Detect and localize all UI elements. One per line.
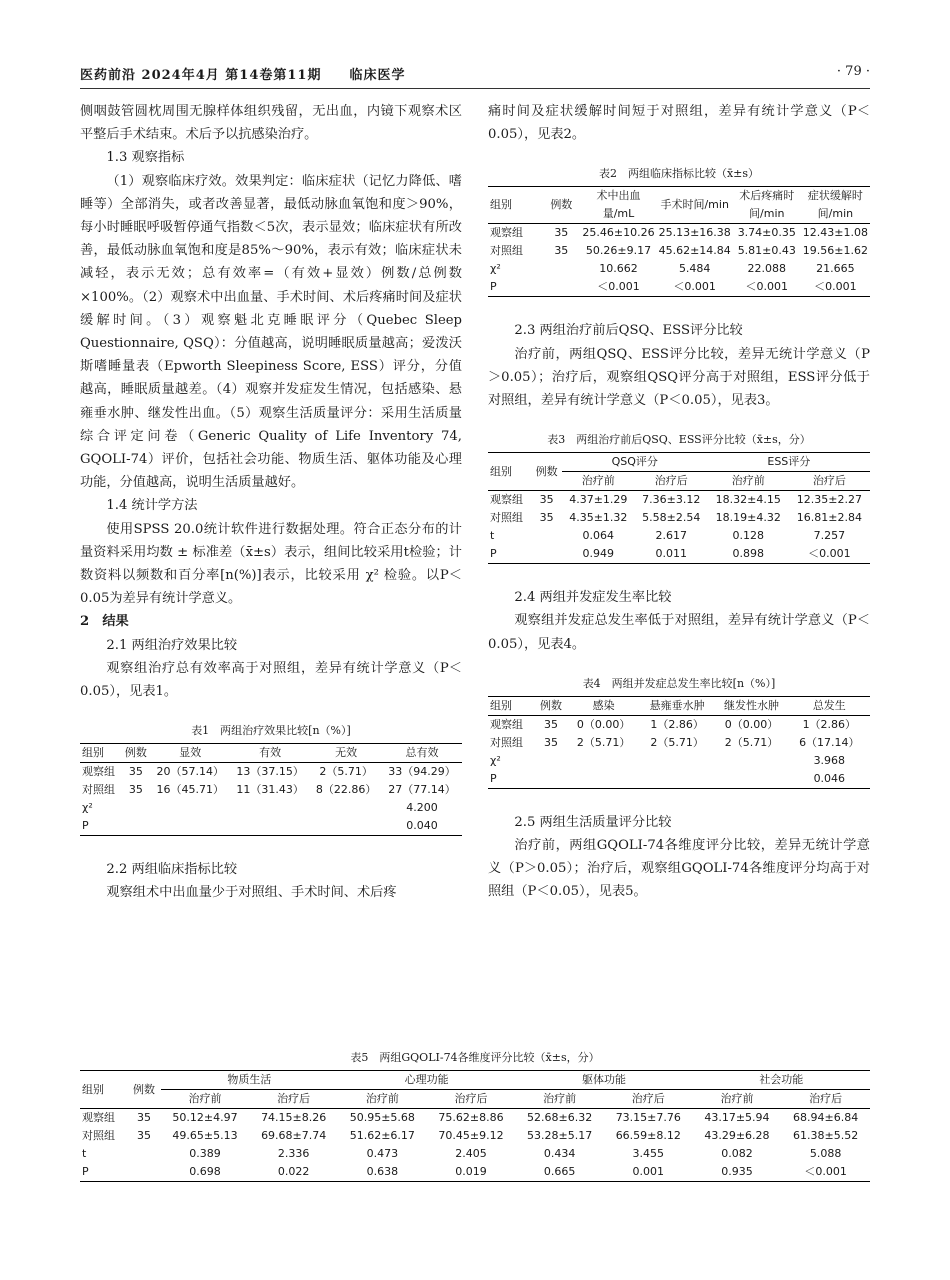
- table-cell: 70.45±9.12: [438, 1129, 504, 1142]
- table-cell: 2（5.71）: [319, 765, 373, 779]
- paragraph: 治疗前，两组GQOLI-74各维度评分比较，差异无统计学意义（P＞0.05）；治疗后，观察组GQOLI-74各维度评分均高于对照组（P＜0.05），见表5。: [488, 838, 870, 900]
- table-cell: 0（0.00）: [724, 717, 779, 731]
- table-5: [80, 1070, 870, 1182]
- table-5-title: 表5 两组GQOLI-74各维度评分比较（x̄±s，分）: [350, 1051, 600, 1064]
- table-cell: [150, 817, 230, 836]
- table-cell: 7.36±3.12: [642, 493, 701, 507]
- table-cell: 16（45.71）: [156, 783, 225, 797]
- table-cell: 0.019: [427, 1163, 516, 1182]
- table-cell: 0.064: [582, 529, 615, 543]
- table-header: 治疗后: [427, 1090, 516, 1109]
- table-row: [488, 527, 870, 545]
- section-heading: 2.5 两组生活质量评分比较: [514, 814, 672, 830]
- table-cell: 8（22.86）: [315, 783, 377, 797]
- table-header: 例数: [531, 453, 561, 491]
- left-column: [80, 100, 462, 905]
- table-cell: 35: [128, 765, 143, 779]
- table-4: [488, 696, 870, 789]
- table-cell: ＜0.001: [580, 278, 656, 297]
- table-cell: 21.665: [816, 262, 855, 276]
- table-1: [80, 743, 462, 836]
- table-cell: 1（2.86）: [650, 717, 704, 731]
- table-2-title: 表2 两组临床指标比较（x̄±s）: [598, 167, 760, 181]
- table-header: 组别: [488, 696, 535, 715]
- table-cell: 观察组: [490, 717, 523, 731]
- table-header: 物质生活: [161, 1071, 338, 1090]
- section-heading: 1.3 观察指标: [106, 150, 185, 166]
- table-cell: 0.638: [338, 1163, 427, 1182]
- table-cell: 20（57.14）: [156, 765, 225, 779]
- table-cell: 2.336: [277, 1147, 310, 1160]
- table-header: 组别: [488, 453, 531, 491]
- table-cell: [567, 770, 639, 789]
- table-header: 治疗后: [789, 472, 870, 491]
- table-row: [80, 781, 462, 799]
- table-cell: [542, 260, 580, 278]
- table-cell: [531, 527, 561, 545]
- table-cell: χ²: [490, 753, 501, 767]
- paragraph: 观察组并发症总发生率低于对照组，差异有统计学意义（P＜0.05），见表4。: [488, 613, 870, 652]
- table-cell: 13（37.15）: [236, 765, 304, 779]
- table-cell: 35: [137, 1111, 152, 1124]
- table-cell: 66.59±8.12: [615, 1129, 681, 1142]
- table-cell: 19.56±1.62: [802, 244, 868, 258]
- table-cell: 0.011: [635, 545, 708, 564]
- paragraph: 痛时间及症状缓解时间短于对照组，差异有统计学意义（P＜0.05），见表2。: [488, 104, 870, 143]
- table-header: 有效: [230, 744, 310, 763]
- table-cell: 22.088: [747, 262, 787, 276]
- table-cell: ＜0.001: [733, 278, 801, 297]
- table-header: 手术时间/min: [657, 187, 733, 224]
- table-header: 治疗后: [604, 1090, 693, 1109]
- table-cell: 12.43±1.08: [802, 226, 868, 240]
- table-cell: 6（17.14）: [799, 735, 860, 749]
- table-cell: 35: [554, 226, 569, 240]
- table-cell: 25.13±16.38: [658, 226, 731, 240]
- table-cell: 0.022: [249, 1163, 338, 1182]
- table-header: 躯体功能: [515, 1071, 692, 1090]
- table-cell: 35: [539, 493, 554, 507]
- section-heading: 2 结果: [80, 614, 129, 630]
- table-cell: 52.68±6.32: [527, 1111, 593, 1124]
- paragraph: 治疗前，两组QSQ、ESS评分比较，差异无统计学意义（P＞0.05）；治疗后，观察组QSQ评分高于对照组，ESS评分低于对照组，差异有统计学意义（P＜0.05），见表3。: [488, 346, 870, 409]
- table-header: 治疗前: [161, 1090, 250, 1109]
- table-cell: t: [490, 529, 495, 543]
- table-header: 悬雍垂水肿: [640, 696, 714, 715]
- table-cell: 4.35±1.32: [569, 511, 628, 525]
- section-heading: 2.2 两组临床指标比较: [106, 862, 238, 878]
- table-cell: P: [488, 545, 531, 564]
- table-row: [488, 260, 870, 278]
- table-header: 治疗前: [693, 1090, 782, 1109]
- table-header: 例数: [542, 187, 580, 224]
- table-row: [488, 491, 870, 510]
- table-header: 例数: [535, 696, 568, 715]
- section-heading: 2.3 两组治疗前后QSQ、ESS评分比较: [514, 323, 743, 339]
- table-cell: 0.082: [721, 1147, 753, 1160]
- table-cell: 0.046: [789, 770, 870, 789]
- table-cell: 对照组: [490, 244, 523, 258]
- table-cell: 7.257: [813, 529, 846, 543]
- table-cell: 2（5.71）: [724, 735, 779, 749]
- table-cell: 观察组: [82, 1111, 115, 1124]
- table-cell: [150, 799, 230, 817]
- table-cell: 2.617: [655, 529, 687, 543]
- paragraph: 观察组术中出血量少于对照组、手术时间、术后疼: [106, 885, 397, 901]
- table-cell: 3.455: [632, 1147, 665, 1160]
- table-cell: 观察组: [490, 493, 523, 507]
- table-cell: 观察组: [82, 765, 115, 779]
- table-cell: 50.95±5.68: [349, 1111, 415, 1124]
- table-header: 无效: [310, 744, 382, 763]
- table-cell: P: [488, 278, 542, 297]
- table-cell: 3.968: [813, 753, 846, 767]
- table-cell: 35: [137, 1129, 152, 1142]
- table-cell: 69.68±7.74: [261, 1129, 327, 1142]
- table-cell: 27（77.14）: [388, 783, 456, 797]
- table-header: 术中出血量/mL: [580, 187, 656, 224]
- table-cell: 0.935: [693, 1163, 782, 1182]
- table-cell: P: [80, 1163, 127, 1182]
- table-header: 继发性水肿: [714, 696, 788, 715]
- table-cell: χ²: [82, 801, 93, 815]
- table-cell: [310, 817, 382, 836]
- table-cell: 25.46±10.26: [582, 226, 655, 240]
- section-heading: 1.4 统计学方法: [106, 498, 198, 514]
- table-row: [488, 509, 870, 527]
- table-cell: 5.81±0.43: [737, 244, 796, 258]
- table-row: [80, 817, 462, 836]
- table-cell: 0.434: [543, 1147, 576, 1160]
- table-header: 例数: [121, 744, 150, 763]
- table-cell: 35: [544, 735, 559, 749]
- table-cell: 18.19±4.32: [715, 511, 781, 525]
- table-row: [80, 1109, 870, 1128]
- section-heading: 2.4 两组并发症发生率比较: [514, 590, 672, 606]
- table-cell: 0.698: [161, 1163, 250, 1182]
- right-column: [488, 100, 870, 904]
- table-row: [488, 278, 870, 297]
- table-header: 组别: [488, 187, 542, 224]
- table-cell: 61.38±5.52: [793, 1129, 859, 1142]
- table-cell: [127, 1145, 160, 1163]
- table-cell: 18.32±4.15: [715, 493, 781, 507]
- table-row: [488, 715, 870, 734]
- table-header: 治疗前: [515, 1090, 604, 1109]
- table-header: 治疗后: [781, 1090, 870, 1109]
- table-header: 感染: [567, 696, 639, 715]
- table-row: [80, 763, 462, 782]
- table-cell: 1（2.86）: [802, 717, 857, 731]
- table-cell: [640, 752, 714, 770]
- table-cell: [121, 817, 150, 836]
- table-cell: P: [488, 770, 535, 789]
- table-header: 治疗后: [249, 1090, 338, 1109]
- table-cell: 0.665: [515, 1163, 604, 1182]
- table-row: [488, 770, 870, 789]
- table-cell: 68.94±6.84: [793, 1111, 859, 1124]
- table-row: [80, 1127, 870, 1145]
- table-cell: P: [80, 817, 121, 836]
- table-cell: 35: [128, 783, 143, 797]
- table-cell: 5.484: [678, 262, 711, 276]
- table-1-title: 表1 两组治疗效果比较[n（%）]: [191, 724, 351, 738]
- table-cell: [127, 1163, 160, 1182]
- table-header: 例数: [127, 1071, 160, 1109]
- table-cell: [640, 770, 714, 789]
- table-cell: 对照组: [490, 735, 523, 749]
- table-row: [488, 752, 870, 770]
- table-header: QSQ评分: [562, 453, 708, 472]
- table-row: [488, 224, 870, 243]
- table-cell: 2.405: [455, 1147, 487, 1160]
- table-cell: 35: [544, 717, 559, 731]
- table-cell: 10.662: [599, 262, 638, 276]
- table-row: [80, 1145, 870, 1163]
- table-cell: 50.26±9.17: [585, 244, 652, 258]
- table-cell: [535, 752, 568, 770]
- table-cell: [531, 545, 561, 564]
- table-cell: 0.473: [366, 1147, 399, 1160]
- table-row: [488, 734, 870, 752]
- table-cell: 35: [539, 511, 554, 525]
- table-4-title: 表4 两组并发症总发生率比较[n（%）]: [582, 676, 776, 690]
- table-cell: 0.040: [382, 817, 462, 836]
- table-row: [80, 799, 462, 817]
- table-cell: 0.949: [562, 545, 635, 564]
- table-cell: 51.62±6.17: [349, 1129, 415, 1142]
- table-row: [488, 545, 870, 564]
- journal-info: 医药前沿 2024年4月 第14卷第11期 临床医学: [80, 68, 406, 83]
- table-header: 治疗前: [562, 472, 635, 491]
- table-cell: ＜0.001: [801, 278, 870, 297]
- table-cell: 53.28±5.17: [527, 1129, 593, 1142]
- table-cell: χ²: [490, 262, 501, 276]
- table-header: 组别: [80, 744, 121, 763]
- table-header: 治疗前: [708, 472, 789, 491]
- paragraph: 侧咽鼓管圆枕周围无腺样体组织残留，无出血，内镜下观察术区平整后手术结束。术后予以抗感染治疗。: [80, 104, 462, 143]
- paragraph: 使用SPSS 20.0统计软件进行数据处理。符合正态分布的计量资料采用均数 ± 标准差（x̄±s）表示，组间比较采用t检验；计数资料以频数和百分率[n(%)]表示，比较采用 χ² 检验。以P＜ 0.05为差异有统计学意义。: [80, 521, 462, 607]
- header-rule: [80, 88, 870, 89]
- table-header: 症状缓解时间/min: [801, 187, 870, 224]
- table-cell: 0.128: [732, 529, 764, 543]
- table-cell: 50.12±4.97: [172, 1111, 238, 1124]
- table-cell: 49.65±5.13: [172, 1129, 238, 1142]
- table-header: 心理功能: [338, 1071, 515, 1090]
- table-cell: 43.29±6.28: [704, 1129, 770, 1142]
- table-header: 组别: [80, 1071, 127, 1109]
- table-row: [488, 242, 870, 260]
- table-cell: t: [82, 1147, 87, 1160]
- table-cell: 观察组: [490, 226, 523, 240]
- table-cell: [542, 278, 580, 297]
- table-cell: [230, 799, 310, 817]
- table-cell: 11（31.43）: [236, 783, 304, 797]
- table-cell: 5.088: [809, 1147, 842, 1160]
- table-cell: 75.62±8.86: [438, 1111, 504, 1124]
- paragraph: 观察组治疗总有效率高于对照组，差异有统计学意义（P＜0.05），见表1。: [80, 660, 462, 700]
- running-header: [80, 64, 870, 86]
- table-cell: [714, 752, 788, 770]
- table-header: 术后疼痛时间/min: [733, 187, 801, 224]
- table-cell: 对照组: [490, 511, 523, 525]
- table-cell: 0.389: [189, 1147, 221, 1160]
- table-cell: 5.58±2.54: [642, 511, 701, 525]
- table-header: 总有效: [382, 744, 462, 763]
- page-number: · 79 ·: [836, 64, 870, 79]
- table-cell: ＜0.001: [657, 278, 733, 297]
- table-header: ESS评分: [708, 453, 870, 472]
- table-cell: [714, 770, 788, 789]
- table-cell: 0.898: [708, 545, 789, 564]
- table-cell: 33（94.29）: [388, 765, 456, 779]
- table-cell: 45.62±14.84: [658, 244, 731, 258]
- table-cell: 3.74±0.35: [737, 226, 796, 240]
- section-heading: 2.1 两组治疗效果比较: [106, 637, 238, 653]
- table-cell: [567, 752, 639, 770]
- table-header: 社会功能: [693, 1071, 870, 1090]
- table-cell: 0.001: [604, 1163, 693, 1182]
- table-cell: 73.15±7.76: [615, 1111, 681, 1124]
- table-cell: [310, 799, 382, 817]
- table-cell: 对照组: [82, 783, 115, 797]
- table-header: 总发生: [789, 696, 870, 715]
- table-cell: ＜0.001: [781, 1163, 870, 1182]
- table-row: [80, 1163, 870, 1182]
- table-cell: 43.17±5.94: [704, 1111, 770, 1124]
- table-header: 显效: [150, 744, 230, 763]
- table-cell: 35: [554, 244, 569, 258]
- table-cell: 0（0.00）: [576, 717, 631, 731]
- table-cell: 对照组: [82, 1129, 115, 1142]
- table-cell: 74.15±8.26: [261, 1111, 327, 1124]
- table-5-block: [80, 1050, 870, 1182]
- table-cell: 12.35±2.27: [796, 493, 862, 507]
- table-cell: [121, 799, 150, 817]
- table-cell: [535, 770, 568, 789]
- table-cell: 4.200: [406, 801, 438, 815]
- table-cell: 16.81±2.84: [796, 511, 862, 525]
- table-cell: ＜0.001: [789, 545, 870, 564]
- table-header: 治疗前: [338, 1090, 427, 1109]
- table-3-title: 表3 两组治疗前后QSQ、ESS评分比较（x̄±s，分）: [547, 433, 811, 447]
- paragraph: （1）观察临床疗效。效果判定：临床症状（记忆力降低、嗜睡等）全部消失，或者改善显著，最低动脉血氧饱和度＞90%，每小时睡眠呼吸暂停通气指数＜5次，表示显效；临床症状有所改善，最低动脉血氧饱和度是85%～90%，表示有效；临床症状未减轻，表示无效；总有效率=（有效+显效）例数/总例数×100%。（2）观察术中出血量、手术时间、术后疼痛时间及症状缓解时间。（3）观察魁北克睡眠评分（Quebec Sleep Questionnaire, QSQ）：分值越高，说明睡眠质量越高；爱泼沃斯嗜睡量表（Epworth Sleepiness Score, ESS）评分，分值越高，睡眠质量越差。（4）观察并发症发生情况，包括感染、悬雍垂水肿、继发性出血。（5）观察生活质量评分：采用生活质量综合评定问卷（Generic Quality of Life Inventory 74, GQOLI-74）评价，包括社会功能、物质生活、躯体功能及心理功能，分值越高，说明生活质量越好。: [80, 173, 462, 491]
- table-cell: 4.37±1.29: [569, 493, 628, 507]
- table-3: [488, 452, 870, 564]
- table-2: [488, 186, 870, 297]
- table-cell: [230, 817, 310, 836]
- table-cell: 2（5.71）: [650, 735, 704, 749]
- table-header: 治疗后: [635, 472, 708, 491]
- table-cell: 2（5.71）: [576, 735, 631, 749]
